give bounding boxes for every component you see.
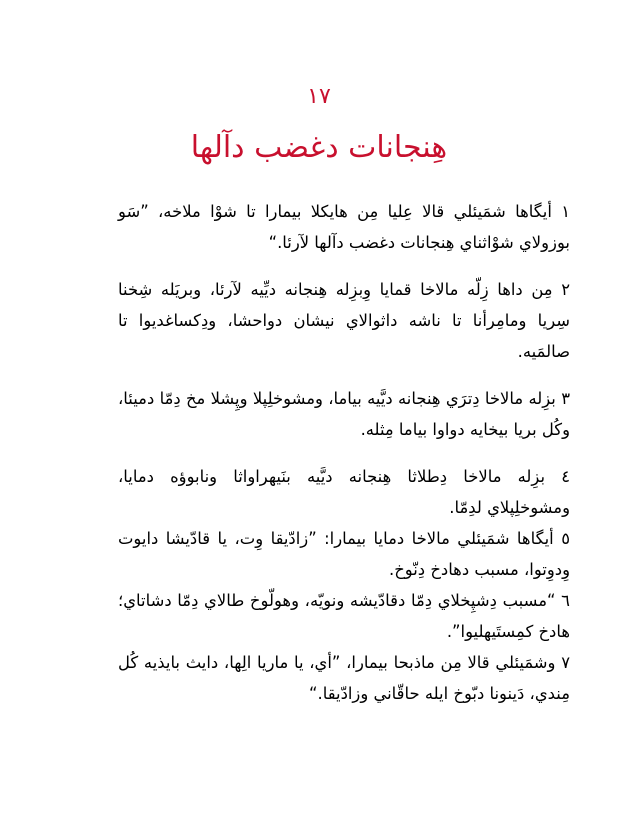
verse-number: ٦: [561, 591, 570, 610]
verse-number: ٥: [561, 529, 571, 548]
page-number: ١٧: [307, 84, 331, 109]
verse-text: بزِله مالاخا دِترَي هِنجانه ديَّيه بياما، ومشوخلِپلا وپِشلا مخ دِمّا دميئا، وكُل بريا بيخايه دواوا بياما مِثله.: [118, 389, 570, 439]
verse-text: أيگاها شمَيئلي مالاخا دمايا بيمارا: ”زادّيقا وِت، يا قادّيشا دايوت وِدوِتوا، مسبب دهادخ دِنّوخ.: [118, 529, 570, 579]
verse-text: بزِله مالاخا دِطلاثا هِنجانه ديَّيه بنَيهراواثا ونابوؤه دمايا، ومشوخلِپلاي لدِمّا.: [118, 467, 570, 517]
verse-5: [118, 523, 570, 585]
verse-number: ٣: [561, 389, 570, 408]
verse-number: ٧: [561, 653, 570, 672]
verse-number: ٢: [561, 280, 570, 299]
verse-2: [118, 274, 570, 367]
verse-text: أيگاها شمَيئلي قالا عِليا مِن هايكلا بيمارا تا شوْا ملاخه، ”سَو بوزولاي شوْاثناي هِنجانات دغضب دآلها لآرئا.“: [118, 202, 570, 252]
verse-1: [118, 196, 570, 258]
verse-number: ٤: [561, 467, 570, 486]
verse-text: وشمَيئلي قالا مِن ماذبحا بيمارا، ”أي، يا ماريا الِها، دايث بايذيه كُل مِندي، دَينونا دبّوخ ايله حاقّاني وزادّيقا.“: [118, 653, 570, 703]
verse-4: [118, 461, 570, 523]
verse-number: ١: [561, 202, 570, 221]
chapter-title: هِنجانات دغضب دآلها: [190, 130, 448, 165]
verse-6: [118, 585, 570, 647]
body-text: [118, 196, 570, 709]
verse-text: “مسبب دِشپِخلاي دِمّا دقادّيشه ونويّه، وهولّوخ طالاي دِمّا دشاتاي؛ هادخ كمِستَيهليوا”.: [118, 591, 570, 641]
verse-3: [118, 383, 570, 445]
verse-7: [118, 647, 570, 709]
verse-text: مِن داها زِلّه مالاخا قمايا وِبزِله هِنجانه ديِّيه لآرئا، وبريَله شِخنا سِريا ومامِرأنا تا ناشه داثوالاي نيشان دواحشا، ودِكساغديوا تا صالمَيه.: [118, 280, 570, 361]
